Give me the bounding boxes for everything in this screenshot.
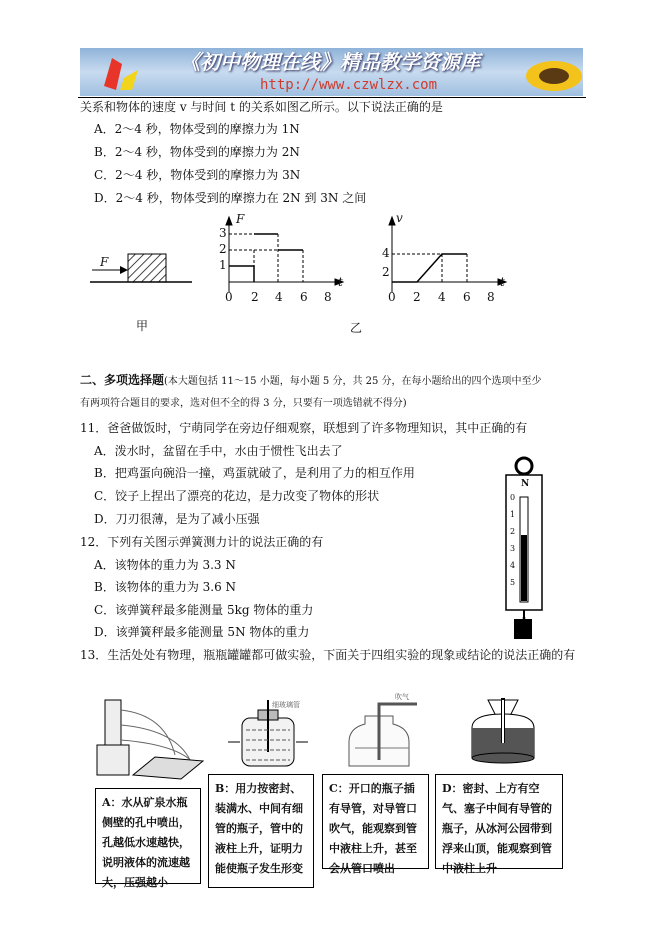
t-axis-label: t (338, 275, 343, 289)
sunflower-icon (520, 54, 583, 96)
y-tick: 1 (219, 258, 227, 272)
option-b-box: B：用力按密封、装满水、中间有细管的瓶子，管中的液柱上升，证明力能使瓶子发生形变 (208, 774, 314, 888)
banner-title: 《初中物理在线》精品教学资源库 (180, 50, 480, 74)
x-tick: 2 (251, 290, 259, 304)
sealed-bottle-figure (468, 698, 538, 768)
q12-option-b: B．该物体的重力为 3.6 N (94, 580, 237, 594)
q10-stem: 关系和物体的速度 v 与时间 t 的关系如图乙所示。以下说法正确的是 (80, 100, 443, 114)
y-tick: 3 (219, 226, 227, 240)
velocity-line (392, 254, 467, 282)
force-label: F (100, 255, 109, 269)
section-note-1: (本大题包括 11～15 小题，每小题 5 分，共 25 分，在每小题给出的四个选项中至少 (164, 376, 542, 387)
figure-yi-label: 乙 (350, 321, 363, 335)
header-rule (78, 97, 586, 98)
q12-option-a: A．该物体的重力为 3.3 N (94, 558, 236, 572)
y-tick: 2 (219, 242, 227, 256)
q12-option-c: C．该弹簧秤最多能测量 5kg 物体的重力 (94, 603, 314, 617)
blow-air-label: 吹气 (395, 693, 409, 701)
figure-jia-label: 甲 (136, 319, 149, 333)
y-tick: 4 (382, 246, 390, 260)
scale-unit: N (521, 479, 530, 489)
q10-option-a: A．2～4 秒，物体受到的摩擦力为 1N (94, 122, 300, 136)
thin-tube-label: 细玻璃管 (272, 701, 300, 709)
option-c-box: C：开口的瓶子插有导管，对导管口吹气，能观察到管中液柱上升，甚至会从管口喷出 (322, 774, 429, 869)
v-axis-label: v (396, 211, 403, 225)
section-header (80, 372, 542, 390)
q12-option-d: D．该弹簧秤最多能测量 5N 物体的重力 (94, 625, 310, 639)
q10-option-c: C．2～4 秒，物体受到的摩擦力为 3N (94, 168, 301, 182)
blow-tube-figure (345, 698, 420, 770)
scale-tick: 4 (510, 561, 516, 570)
q11-option-c: C．饺子上捏出了漂亮的花边，是力改变了物体的形状 (94, 489, 380, 503)
q12-stem: 12．下列有关图示弹簧测力计的说法正确的有 (80, 535, 324, 549)
x-tick: 4 (438, 290, 446, 304)
x-tick: 8 (324, 290, 332, 304)
q10-option-d: D．2～4 秒，物体受到的摩擦力在 2N 到 3N 之间 (94, 191, 367, 205)
option-d-box: D：密封、上方有空气、塞子中间有导管的瓶子，从冰河公园带到浮来山顶，能观察到管中液柱上升 (435, 774, 563, 869)
scale-tick: 0 (510, 493, 516, 502)
squeeze-bottle-figure (228, 700, 308, 768)
scale-tick: 3 (510, 544, 516, 553)
bottle-holes-figure (95, 695, 205, 780)
x-tick: 8 (487, 290, 495, 304)
header-banner (80, 48, 583, 96)
q11-option-a: A．泼水时，盆留在手中，水由于惯性飞出去了 (94, 444, 343, 458)
q11-option-d: D．刀刃很薄，是为了减小压强 (94, 512, 260, 526)
x-tick: 6 (463, 290, 471, 304)
scale-tick: 1 (510, 510, 516, 519)
y-tick: 2 (382, 265, 390, 279)
x-tick: 0 (225, 290, 233, 304)
force-segment (229, 266, 254, 282)
q11-option-b: B．把鸡蛋向碗沿一撞，鸡蛋就破了，是利用了力的相互作用 (94, 466, 415, 480)
scale-tick: 5 (510, 578, 516, 587)
section-note-2: 有两项符合题目的要求，选对但不全的得 3 分，只要有一项选错就不得分) (80, 398, 407, 409)
f-axis-label: F (236, 212, 245, 226)
section-title: 二、多项选择题 (80, 373, 165, 387)
banner-url: http://www.czwlzx.com (260, 77, 438, 93)
q11-stem: 11．爸爸做饭时，宁萌同学在旁边仔细观察，联想到了许多物理知识，其中正确的有 (80, 421, 528, 435)
x-tick: 2 (413, 290, 421, 304)
scale-tick: 2 (510, 527, 516, 536)
t-axis-label: t (500, 275, 505, 289)
option-a-box: A：水从矿泉水瓶侧壁的孔中喷出，孔越低水速越快，说明液体的流速越大，压强越小 (95, 788, 201, 884)
logo-icon (98, 56, 148, 92)
velocity-time-graph (378, 215, 508, 295)
x-tick: 4 (275, 290, 283, 304)
x-tick: 0 (388, 290, 396, 304)
q13-stem: 13．生活处处有物理，瓶瓶罐罐都可做实验，下面关于四组实验的现象或结论的说法正确的有 (80, 648, 576, 662)
q10-option-b: B．2～4 秒，物体受到的摩擦力为 2N (94, 145, 300, 159)
x-tick: 6 (300, 290, 308, 304)
force-time-graph (215, 215, 345, 295)
